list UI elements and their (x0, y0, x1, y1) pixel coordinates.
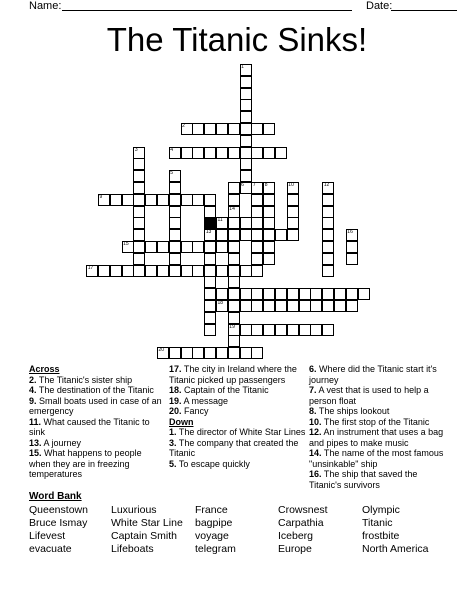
grid-cell[interactable] (133, 182, 145, 194)
grid-cell[interactable] (263, 217, 275, 229)
grid-cell[interactable] (310, 300, 322, 312)
grid-cell[interactable] (204, 324, 216, 336)
clue-text: What caused the Titanic to sink (29, 416, 150, 437)
grid-cell[interactable] (263, 324, 275, 336)
clue-item (169, 364, 306, 385)
grid-cell[interactable] (216, 241, 228, 253)
grid-number: 6 (241, 182, 244, 188)
word-bank-item: Europe (278, 543, 312, 555)
grid-cell[interactable] (145, 241, 157, 253)
grid-cell[interactable] (169, 241, 181, 253)
grid-cell[interactable] (263, 229, 275, 241)
grid-cell[interactable] (263, 123, 275, 135)
word-bank-item: North America (362, 543, 429, 555)
grid-cell[interactable] (287, 324, 299, 336)
grid-cell[interactable] (216, 265, 228, 277)
clue-number: 8. (309, 406, 317, 416)
grid-cell[interactable] (322, 217, 334, 229)
grid-cell[interactable] (169, 194, 181, 206)
clue-number: 19. (169, 395, 182, 406)
grid-number: 3 (134, 146, 138, 153)
grid-number: 5 (170, 170, 174, 177)
grid-number: 20 (158, 347, 165, 354)
clue-item (309, 448, 449, 469)
grid-cell[interactable] (240, 111, 252, 123)
grid-number: 12 (323, 182, 330, 188)
grid-cell[interactable] (98, 265, 110, 277)
clue-text: The name of the most famous "unsinkable" ship (309, 448, 444, 469)
grid-cell[interactable] (122, 265, 134, 277)
grid-cell[interactable] (133, 253, 145, 265)
clue-item (29, 438, 164, 449)
grid-cell[interactable] (157, 265, 169, 277)
grid-cell[interactable] (133, 158, 145, 170)
clue-text: An instrument that uses a bag and pipes to make music (309, 427, 444, 448)
grid-cell[interactable] (204, 253, 216, 265)
clue-text: The first stop of the Titanic (321, 416, 430, 427)
clue-number: 12. (309, 427, 322, 437)
grid-cell[interactable] (228, 194, 240, 206)
grid-cell[interactable] (287, 217, 299, 229)
grid-cell[interactable] (275, 229, 287, 241)
grid-cell[interactable] (204, 347, 216, 359)
grid-cell[interactable] (275, 300, 287, 312)
word-bank-item: Lifevest (29, 530, 66, 542)
grid-cell[interactable] (322, 241, 334, 253)
grid-cell[interactable] (251, 206, 263, 218)
grid-cell[interactable] (240, 217, 252, 229)
clue-number: 14. (309, 448, 322, 458)
grid-cell[interactable] (181, 147, 193, 159)
clue-number: 13. (29, 437, 42, 448)
clue-text: To escape quickly (176, 458, 250, 469)
grid-cell[interactable] (228, 276, 240, 288)
word-bank-item: voyage (195, 530, 229, 542)
grid-cell[interactable] (275, 324, 287, 336)
grid-cell[interactable] (240, 265, 252, 277)
clue-number: 18. (169, 385, 182, 395)
clue-number: 4. (29, 385, 37, 395)
grid-cell[interactable] (169, 206, 181, 218)
grid-cell[interactable] (110, 265, 122, 277)
word-bank-item: bagpipe (195, 517, 233, 529)
grid-number: 10 (288, 182, 294, 188)
grid-cell[interactable] (322, 300, 334, 312)
grid-cell[interactable] (240, 170, 252, 182)
grid-cell[interactable] (322, 324, 334, 336)
clues-column-1 (29, 364, 164, 480)
across-heading: Across (29, 364, 60, 374)
grid-cell[interactable] (263, 194, 275, 206)
word-bank-item: Lifeboats (111, 543, 154, 555)
grid-cell[interactable] (322, 194, 334, 206)
grid-cell[interactable] (204, 206, 216, 218)
grid-cell[interactable] (251, 123, 263, 135)
grid-cell[interactable] (216, 229, 228, 241)
grid-cell[interactable] (204, 147, 216, 159)
grid-cell[interactable] (310, 324, 322, 336)
grid-cell[interactable] (169, 182, 181, 194)
grid-number: 17 (87, 264, 94, 271)
clue-item (169, 396, 306, 407)
clues-column-3 (309, 364, 449, 490)
grid-cell[interactable] (240, 229, 252, 241)
grid-number: 11 (217, 217, 223, 224)
grid-cell[interactable] (263, 253, 275, 265)
clue-item (169, 438, 306, 459)
grid-cell[interactable] (181, 347, 193, 359)
down-heading: Down (169, 416, 194, 427)
clue-item (29, 448, 164, 480)
grid-cell[interactable] (228, 182, 240, 194)
date-label: Date: (366, 0, 393, 12)
grid-cell[interactable] (322, 229, 334, 241)
clue-number: 9. (29, 395, 37, 406)
grid-cell[interactable] (169, 265, 181, 277)
grid-cell[interactable] (251, 288, 263, 300)
clue-number: 11. (29, 416, 42, 427)
grid-cell[interactable] (299, 288, 311, 300)
grid-number: 8 (264, 182, 268, 188)
clue-item (309, 417, 449, 428)
grid-cell[interactable] (322, 288, 334, 300)
grid-number: 15 (123, 241, 129, 247)
clue-text: A message (181, 395, 229, 406)
grid-cell[interactable] (299, 324, 311, 336)
clue-text: The ship that saved the Titanic's survivors (309, 469, 418, 490)
clue-text: A journey (41, 437, 82, 448)
grid-cell[interactable] (204, 300, 216, 312)
grid-number: 4 (170, 146, 174, 153)
grid-cell[interactable] (169, 217, 181, 229)
grid-cell[interactable] (110, 194, 122, 206)
grid-cell[interactable] (192, 241, 204, 253)
clue-item (169, 406, 306, 417)
grid-cell[interactable] (228, 335, 240, 347)
grid-cell[interactable] (287, 300, 299, 312)
black-cell (204, 217, 216, 229)
grid-number: 9 (99, 193, 103, 200)
grid-number: 18 (217, 300, 224, 306)
grid-cell[interactable] (240, 324, 252, 336)
grid-cell[interactable] (204, 265, 216, 277)
grid-cell[interactable] (346, 300, 358, 312)
grid-cell[interactable] (251, 241, 263, 253)
grid-cell[interactable] (263, 206, 275, 218)
clue-text: The destination of the Titanic (36, 385, 154, 395)
clue-number: 5. (169, 458, 177, 469)
grid-cell[interactable] (358, 288, 370, 300)
clue-number: 7. (309, 385, 317, 395)
clue-text: The Titanic's sister ship (36, 374, 133, 385)
grid-cell[interactable] (251, 324, 263, 336)
clue-text: The city in Ireland where the Titanic picked up passengers (169, 364, 297, 385)
grid-cell[interactable] (240, 288, 252, 300)
word-bank-item: telegram (195, 543, 236, 555)
grid-cell[interactable] (216, 147, 228, 159)
grid-cell[interactable] (133, 229, 145, 241)
grid-cell[interactable] (240, 147, 252, 159)
grid-cell[interactable] (192, 265, 204, 277)
word-bank-item: Iceberg (278, 530, 314, 542)
word-bank-item: Olympic (362, 504, 400, 516)
grid-cell[interactable] (228, 217, 240, 229)
grid-cell[interactable] (240, 76, 252, 88)
grid-cell[interactable] (251, 265, 263, 277)
grid-cell[interactable] (228, 312, 240, 324)
clue-number: 16. (309, 469, 322, 479)
clue-number: 15. (29, 448, 42, 458)
grid-cell[interactable] (287, 229, 299, 241)
clue-number: 20. (169, 406, 182, 416)
grid-cell[interactable] (122, 194, 134, 206)
grid-cell[interactable] (251, 147, 263, 159)
grid-cell[interactable] (169, 253, 181, 265)
clue-item (169, 427, 306, 438)
word-bank-item: White Star Line (111, 517, 183, 529)
grid-cell[interactable] (228, 347, 240, 359)
grid-cell[interactable] (240, 300, 252, 312)
grid-cell[interactable] (240, 347, 252, 359)
word-bank-item: France (195, 504, 228, 516)
grid-cell[interactable] (192, 123, 204, 135)
clue-item (29, 385, 164, 396)
grid-cell[interactable] (263, 300, 275, 312)
clue-text: The ships lookout (316, 406, 390, 416)
clue-item (29, 396, 164, 417)
grid-number: 13 (205, 229, 212, 236)
clue-text: A vest that is used to help a person float (309, 385, 429, 406)
clue-number: 3. (169, 437, 177, 448)
grid-cell[interactable] (216, 288, 228, 300)
clue-item (309, 427, 449, 448)
grid-cell[interactable] (216, 347, 228, 359)
grid-cell[interactable] (346, 241, 358, 253)
grid-cell[interactable] (133, 217, 145, 229)
grid-cell[interactable] (204, 312, 216, 324)
clue-item (29, 375, 164, 386)
clue-item (309, 469, 449, 490)
grid-cell[interactable] (133, 241, 145, 253)
grid-cell[interactable] (287, 194, 299, 206)
grid-cell[interactable] (204, 123, 216, 135)
clue-item (309, 406, 449, 417)
grid-cell[interactable] (228, 147, 240, 159)
clue-number: 10. (309, 416, 322, 427)
grid-cell[interactable] (169, 347, 181, 359)
grid-cell[interactable] (204, 241, 216, 253)
grid-number: 19 (229, 323, 235, 330)
grid-cell[interactable] (228, 265, 240, 277)
grid-cell[interactable] (181, 265, 193, 277)
grid-cell[interactable] (251, 194, 263, 206)
clue-item (309, 364, 449, 385)
grid-cell[interactable] (275, 147, 287, 159)
grid-cell[interactable] (251, 229, 263, 241)
grid-cell[interactable] (240, 88, 252, 100)
grid-cell[interactable] (346, 288, 358, 300)
grid-cell[interactable] (192, 347, 204, 359)
grid-cell[interactable] (181, 241, 193, 253)
grid-cell[interactable] (299, 300, 311, 312)
word-bank-item: evacuate (29, 543, 72, 555)
clue-text: Fancy (181, 406, 209, 416)
clue-number: 6. (309, 364, 317, 374)
grid-cell[interactable] (133, 265, 145, 277)
clue-number: 2. (29, 374, 37, 385)
grid-cell[interactable] (133, 194, 145, 206)
grid-cell[interactable] (228, 241, 240, 253)
clue-text: Where did the Titanic start it's journey (309, 364, 437, 385)
clue-text: What happens to people when they are in freezing temperatures (29, 448, 142, 479)
grid-cell[interactable] (251, 300, 263, 312)
grid-cell[interactable] (133, 206, 145, 218)
clue-text: Small boats used in case of an emergency (29, 395, 162, 416)
grid-cell[interactable] (228, 300, 240, 312)
grid-cell[interactable] (322, 265, 334, 277)
clue-text: The company that created the Titanic (169, 437, 299, 458)
grid-cell[interactable] (157, 241, 169, 253)
grid-cell[interactable] (251, 347, 263, 359)
grid-number: 1 (241, 64, 244, 70)
grid-cell[interactable] (322, 253, 334, 265)
grid-cell[interactable] (251, 217, 263, 229)
grid-cell[interactable] (251, 253, 263, 265)
grid-cell[interactable] (228, 288, 240, 300)
word-bank-item: Queenstown (29, 504, 88, 516)
clue-text: Captain of the Titanic (181, 385, 269, 395)
clues-column-2 (169, 364, 306, 469)
grid-cell[interactable] (204, 194, 216, 206)
page-title: The Titanic Sinks! (106, 21, 368, 58)
grid-cell[interactable] (287, 288, 299, 300)
grid-cell[interactable] (322, 206, 334, 218)
grid-cell[interactable] (145, 194, 157, 206)
grid-number: 14 (229, 205, 235, 212)
clue-item (309, 385, 449, 406)
grid-cell[interactable] (181, 194, 193, 206)
grid-number: 7 (252, 182, 256, 188)
clue-number: 17. (169, 364, 182, 374)
grid-cell[interactable] (157, 194, 169, 206)
grid-cell[interactable] (310, 288, 322, 300)
clue-item (169, 459, 306, 470)
clue-item (169, 385, 306, 396)
grid-cell[interactable] (228, 229, 240, 241)
clue-item (29, 417, 164, 438)
word-bank-item: Luxurious (111, 504, 157, 516)
word-bank-item: frostbite (362, 530, 400, 542)
grid-cell[interactable] (263, 241, 275, 253)
grid-cell[interactable] (145, 265, 157, 277)
grid-cell[interactable] (192, 194, 204, 206)
word-bank-item: Bruce Ismay (29, 517, 88, 529)
grid-cell[interactable] (216, 123, 228, 135)
grid-cell[interactable] (240, 123, 252, 135)
grid-cell[interactable] (240, 135, 252, 147)
word-bank-title: Word Bank (29, 491, 82, 502)
grid-cell[interactable] (334, 288, 346, 300)
grid-cell[interactable] (334, 300, 346, 312)
grid-cell[interactable] (287, 206, 299, 218)
grid-number: 2 (182, 123, 185, 129)
grid-cell[interactable] (263, 288, 275, 300)
grid-cell[interactable] (346, 253, 358, 265)
grid-cell[interactable] (169, 229, 181, 241)
clue-text: The director of White Star Lines (176, 427, 306, 437)
grid-cell[interactable] (204, 276, 216, 288)
word-bank-item: Carpathia (278, 517, 324, 529)
clue-number: 1. (169, 427, 177, 437)
word-bank-item: Captain Smith (111, 530, 177, 542)
grid-cell[interactable] (240, 99, 252, 111)
grid-cell[interactable] (240, 158, 252, 170)
word-bank-item: Titanic (362, 517, 393, 529)
grid-cell[interactable] (133, 170, 145, 182)
grid-cell[interactable] (204, 288, 216, 300)
word-bank-item: Crowsnest (278, 504, 328, 516)
grid-cell[interactable] (263, 147, 275, 159)
grid-number: 16 (347, 229, 353, 236)
grid-cell[interactable] (192, 147, 204, 159)
grid-cell[interactable] (228, 123, 240, 135)
name-label: Name: (29, 0, 62, 12)
grid-cell[interactable] (228, 253, 240, 265)
grid-cell[interactable] (275, 288, 287, 300)
